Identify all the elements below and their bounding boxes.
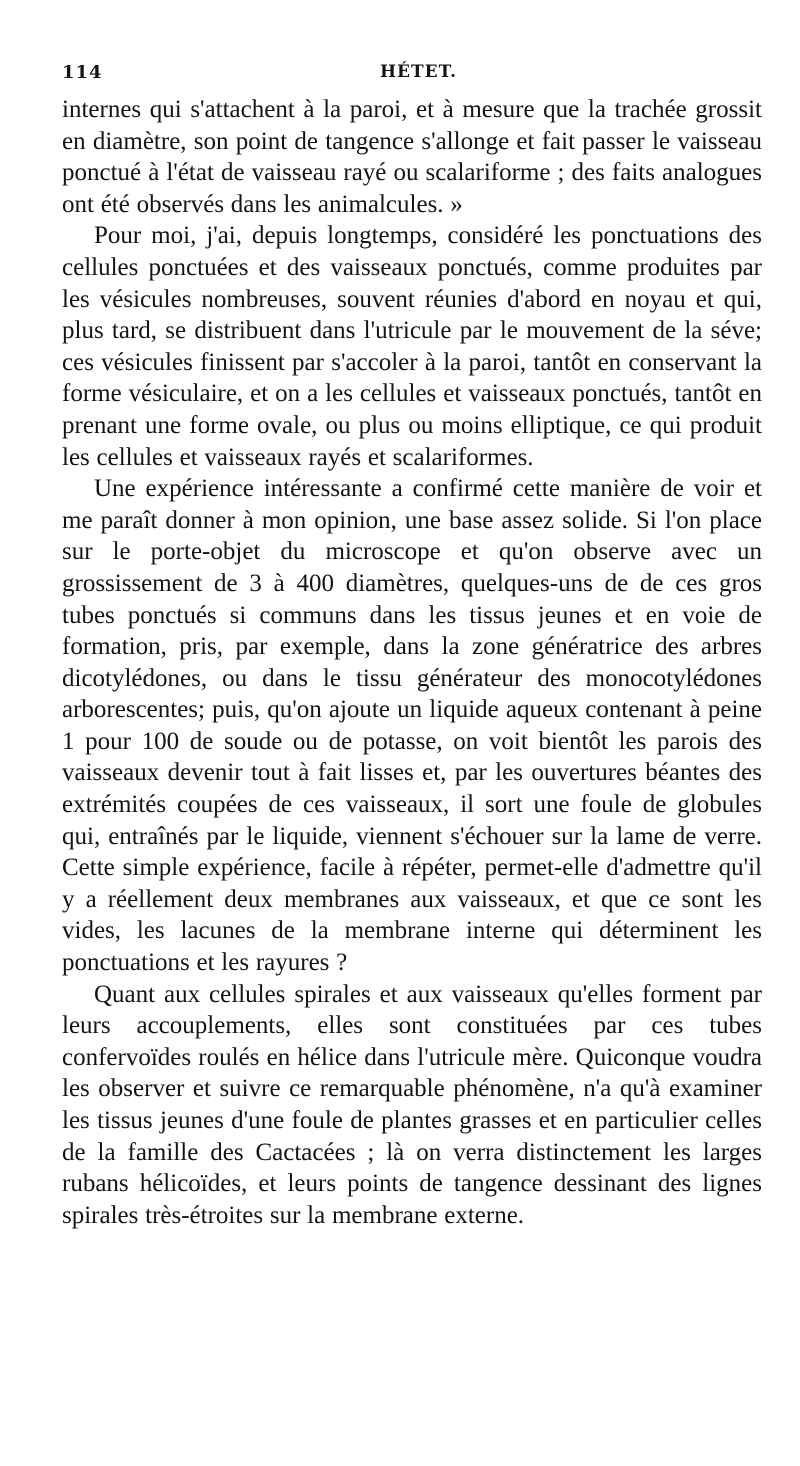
paragraph-cellules-spirales: Quant aux cellules spirales et aux vaisseaux qu'elles forment par leurs accouplements, elles sont constituées par ces tubes confervoïdes roulés en hélice dans l'utricule mère. Quiconque voudra les observer et suivre ce remarquable phénomène, n'a qu'à examiner les tissus jeunes d'une foule de plantes grasses et en particulier celles de la famille des Cactacées ; là on verra distinctement les larges rubans hélicoïdes, et leurs points de tangence dessinant des lignes spirales très-étroites sur la membrane externe. xyxy=(62,980,762,1229)
paragraph-experience: Une expérience intéressante a confirmé cette manière de voir et me paraît donner à mon opinion, une base assez solide. Si l'on place sur le porte-objet du microscope et qu'on observe avec un grossissement de 3 à 400 diamètres, quelques-uns de de ces gros tubes ponctués si communs dans les tissus jeunes et en voie de formation, pris, par exemple, dans la zone génératrice des arbres dicotylédones, ou dans le tissu générateur des monocotylédones arborescentes; puis, qu'on ajoute un liquide aqueux contenant à peine 1 pour 100 de soude ou de potasse, on voit bientôt les parois des vaisseaux devenir tout à fait lisses et, par les ouvertures béantes des extrémités coupées de ces vaisseaux, il sort une foule de globules qui, entraînés par le liquide, viennent s'échouer sur la lame de verre. Cette simple expérience, facile à répéter, permet-elle d'admettre qu'il y a réellement deux membranes aux vaisseaux, et que ce sont les vides, les lacunes de la membrane interne qui déterminent les ponctuations et les rayures ? xyxy=(62,475,762,977)
running-head: HÉTET. xyxy=(380,62,458,82)
body-text xyxy=(62,94,762,1231)
page-header xyxy=(62,62,762,86)
paragraph-continuation: internes qui s'attachent à la paroi, et à mesure que la trachée grossit en diamètre, son point de tangence s'allonge et fait passer le vaisseau ponctué à l'état de vaisseau rayé ou scalariforme ; des faits analogues ont été observés dans les animalcules. » xyxy=(62,96,762,218)
paragraph-ponctuations: Pour moi, j'ai, depuis longtemps, considéré les ponctuations des cellules ponctuées et des vaisseaux ponctués, comme produites par les vésicules nombreuses, souvent réunies d'abord en noyau et qui, plus tard, se distribuent dans l'utricule par le mouvement de la séve; ces vésicules finissent par s'accoler à la paroi, tantôt en conservant la forme vésiculaire, et on a les cellules et vaisseaux ponctués, tantôt en prenant une forme ovale, ou plus ou moins elliptique, ce qui produit les cellules et vaisseaux rayés et scalariformes. xyxy=(62,222,762,471)
page-number: 114 xyxy=(62,62,103,83)
